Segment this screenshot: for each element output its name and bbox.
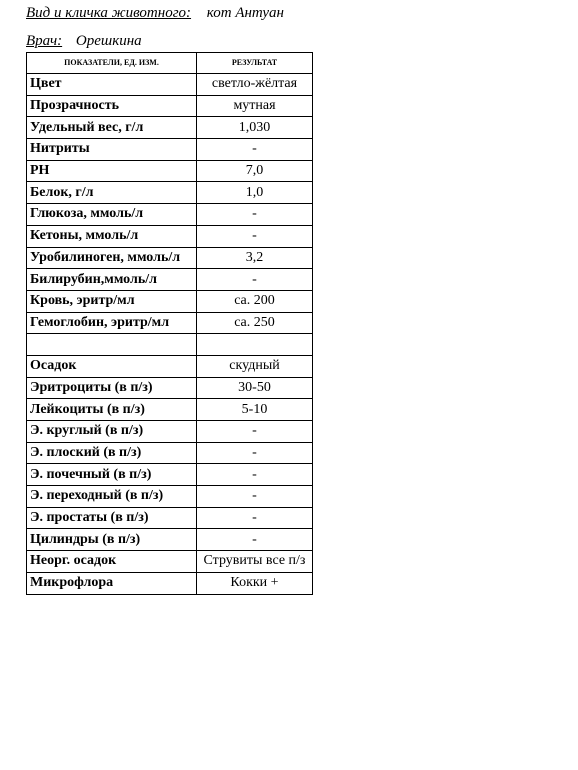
parameter-name: Глюкоза, ммоль/л: [27, 204, 197, 226]
parameter-name: Неорг. осадок: [27, 551, 197, 573]
parameter-value: -: [197, 442, 313, 464]
table-row: [27, 529, 313, 551]
table-row: [27, 312, 313, 334]
table-row: [27, 225, 313, 247]
table-row: [27, 551, 313, 573]
table-row: [27, 139, 313, 161]
column-header-parameter: ПОКАЗАТЕЛИ, ЕД. ИЗМ.: [27, 53, 197, 74]
table-body: [27, 74, 313, 595]
table-row: [27, 182, 313, 204]
parameter-value: 3,2: [197, 247, 313, 269]
table-row: [27, 421, 313, 443]
table-row: [27, 464, 313, 486]
parameter-name: Цилиндры (в п/з): [27, 529, 197, 551]
table-row: [27, 334, 313, 356]
table-row: [27, 117, 313, 139]
parameter-value: -: [197, 204, 313, 226]
results-table: [26, 52, 313, 595]
parameter-value: 30-50: [197, 377, 313, 399]
parameter-value: -: [197, 486, 313, 508]
parameter-value: скудный: [197, 355, 313, 377]
parameter-name: Э. плоский (в п/з): [27, 442, 197, 464]
doctor-label: Врач:: [26, 33, 63, 49]
parameter-name: Белок, г/л: [27, 182, 197, 204]
table-row: [27, 355, 313, 377]
parameter-value: Кокки +: [197, 572, 313, 594]
parameter-value: -: [197, 269, 313, 291]
table-row: [27, 377, 313, 399]
parameter-name: PH: [27, 160, 197, 182]
animal-line: [26, 5, 284, 22]
parameter-name: Цвет: [27, 74, 197, 96]
table-row: [27, 290, 313, 312]
parameter-name: [27, 334, 197, 356]
table-row: [27, 507, 313, 529]
parameter-name: Нитриты: [27, 139, 197, 161]
parameter-value: -: [197, 225, 313, 247]
animal-label: Вид и кличка животного:: [26, 5, 192, 21]
parameter-name: Кровь, эритр/мл: [27, 290, 197, 312]
parameter-name: Прозрачность: [27, 95, 197, 117]
parameter-name: Лейкоциты (в п/з): [27, 399, 197, 421]
table-row: [27, 399, 313, 421]
parameter-value: светло-жёлтая: [197, 74, 313, 96]
doctor-value: Орешкина: [75, 33, 142, 49]
table-row: [27, 160, 313, 182]
parameter-value: 1,0: [197, 182, 313, 204]
parameter-name: Микрофлора: [27, 572, 197, 594]
parameter-value: -: [197, 139, 313, 161]
parameter-value: -: [197, 507, 313, 529]
parameter-value: -: [197, 529, 313, 551]
parameter-value: Струвиты все п/з: [197, 551, 313, 573]
parameter-name: Уробилиноген, ммоль/л: [27, 247, 197, 269]
table-row: [27, 74, 313, 96]
parameter-name: Э. почечный (в п/з): [27, 464, 197, 486]
parameter-name: Билирубин,ммоль/л: [27, 269, 197, 291]
table-row: [27, 572, 313, 594]
parameter-name: Осадок: [27, 355, 197, 377]
table-row: [27, 247, 313, 269]
parameter-value: 7,0: [197, 160, 313, 182]
table-row: [27, 95, 313, 117]
parameter-value: 1,030: [197, 117, 313, 139]
parameter-value: 5-10: [197, 399, 313, 421]
parameter-name: Э. переходный (в п/з): [27, 486, 197, 508]
parameter-name: Гемоглобин, эритр/мл: [27, 312, 197, 334]
parameter-value: ca. 250: [197, 312, 313, 334]
table-row: [27, 269, 313, 291]
table-row: [27, 204, 313, 226]
table-row: [27, 442, 313, 464]
parameter-name: Э. круглый (в п/з): [27, 421, 197, 443]
parameter-value: -: [197, 421, 313, 443]
parameter-value: -: [197, 464, 313, 486]
parameter-value: мутная: [197, 95, 313, 117]
parameter-value: ca. 200: [197, 290, 313, 312]
parameter-name: Э. простаты (в п/з): [27, 507, 197, 529]
animal-value: кот Антуан: [206, 5, 284, 21]
doctor-line: [26, 33, 142, 50]
parameter-name: Кетоны, ммоль/л: [27, 225, 197, 247]
parameter-name: Удельный вес, г/л: [27, 117, 197, 139]
table-header-row: [27, 53, 313, 74]
parameter-name: Эритроциты (в п/з): [27, 377, 197, 399]
table-row: [27, 486, 313, 508]
parameter-value: [197, 334, 313, 356]
column-header-result: РЕЗУЛЬТАТ: [197, 53, 313, 74]
